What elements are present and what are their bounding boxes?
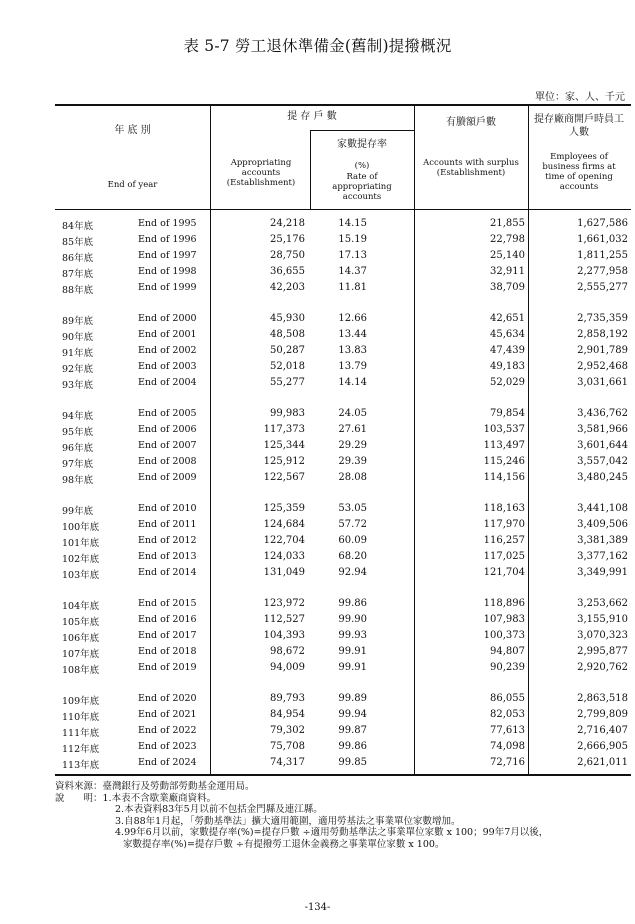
employees-header-zh: 提存廠商開戶時員工人數: [534, 114, 624, 138]
year-en-cell: End of 2016: [138, 613, 197, 625]
year-zh-cell: 94年底: [62, 411, 94, 422]
year-en-cell: End of 2013: [138, 550, 197, 562]
year-zh-cell: 90年底: [62, 331, 94, 343]
note-4-continued: 家數提存率(%)=提存戶數 ÷有提撥勞工退休金義務之事業單位家數 x 100。: [123, 838, 445, 850]
employees-cell: 2,621,011: [577, 756, 628, 768]
note-1: 說 明：1.本表不含歇業廠商資料。: [55, 792, 217, 804]
surplus-header-zh: 有賸額戶數: [446, 117, 496, 128]
table-top-rule: [55, 104, 631, 106]
year-en-cell: End of 2005: [138, 408, 197, 419]
rate-header-unit: (%): [354, 161, 370, 171]
employees-cell: 3,070,323: [577, 629, 628, 641]
surplus-cell: 25,140: [490, 249, 525, 261]
year-en-cell: End of 2009: [138, 471, 197, 483]
appropriating-cell: 42,203: [270, 281, 305, 293]
surplus-cell: 118,163: [483, 503, 525, 514]
rate-cell: 13.79: [338, 360, 367, 372]
surplus-cell: 52,029: [490, 376, 525, 388]
rate-cell: 99.94: [338, 708, 367, 720]
rate-cell: 27.61: [338, 423, 367, 435]
year-en-cell: End of 1996: [138, 233, 197, 245]
rate-cell: 14.37: [338, 265, 367, 277]
employees-cell: 2,666,905: [577, 740, 628, 752]
surplus-cell: 38,709: [490, 281, 525, 293]
employees-cell: 3,031,661: [577, 376, 628, 388]
appropriating-cell: 98,672: [270, 645, 305, 657]
year-en-cell: End of 1995: [138, 218, 197, 229]
employees-cell: 2,735,359: [577, 313, 628, 324]
appropriating-cell: 52,018: [270, 360, 305, 372]
surplus-cell: 117,970: [483, 518, 525, 530]
table-row: [0, 472, 635, 488]
rate-cell: 53.05: [338, 503, 367, 514]
surplus-cell: 32,911: [490, 265, 525, 277]
surplus-cell: 72,716: [490, 756, 525, 768]
surplus-cell: 49,183: [490, 360, 525, 372]
year-zh-cell: 110年底: [62, 711, 100, 723]
table-bottom-rule: [55, 774, 631, 776]
employees-cell: 3,381,389: [577, 534, 628, 546]
year-zh-cell: 103年底: [62, 569, 100, 581]
surplus-cell: 86,055: [490, 693, 525, 704]
surplus-cell: 22,798: [490, 233, 525, 245]
table-row: [0, 440, 635, 456]
rate-cell: 24.05: [338, 408, 367, 419]
notes: [55, 781, 548, 850]
year-en-cell: End of 2021: [138, 708, 197, 720]
table-row: [0, 313, 635, 329]
surplus-cell: 47,439: [490, 344, 525, 356]
surplus-cell: 117,025: [483, 550, 525, 562]
year-en-cell: End of 2003: [138, 360, 197, 372]
appropriating-cell: 122,567: [263, 471, 305, 483]
year-zh-cell: 87年底: [62, 268, 94, 280]
year-en-cell: End of 2018: [138, 645, 197, 657]
year-header-en: End of year: [107, 180, 158, 190]
year-zh-cell: 96年底: [62, 442, 94, 454]
employees-cell: 3,436,762: [577, 408, 628, 419]
employees-cell: 3,155,910: [577, 613, 628, 625]
rate-cell: 99.90: [338, 613, 367, 625]
year-en-cell: End of 1998: [138, 265, 197, 277]
employees-cell: 2,555,277: [577, 281, 628, 293]
table-row: [0, 519, 635, 535]
surplus-cell: 114,156: [483, 471, 525, 483]
employees-cell: 3,480,245: [577, 471, 628, 483]
year-en-cell: End of 2001: [138, 328, 197, 340]
table-row: [0, 408, 635, 424]
appropriating-cell: 99,983: [270, 408, 305, 419]
appropriating-cell: 36,655: [270, 265, 305, 277]
year-en-cell: End of 2011: [138, 518, 197, 530]
surplus-cell: 77,613: [490, 724, 525, 736]
rate-cell: 99.85: [338, 756, 367, 768]
year-zh-cell: 88年底: [62, 284, 94, 296]
surplus-cell: 115,246: [483, 455, 525, 467]
employees-cell: 3,253,662: [577, 598, 628, 609]
page-title: 表 5-7 勞工退休準備金(舊制)提撥概況: [183, 37, 452, 55]
rate-cell: 68.20: [338, 550, 367, 562]
surplus-cell: 21,855: [490, 218, 525, 229]
year-zh-cell: 100年底: [62, 521, 100, 533]
year-zh-cell: 95年底: [62, 426, 94, 438]
rate-cell: 99.86: [338, 740, 367, 752]
year-en-cell: End of 2015: [138, 598, 197, 609]
surplus-cell: 42,651: [490, 313, 525, 324]
year-en-cell: End of 1997: [138, 249, 197, 261]
year-zh-cell: 113年底: [62, 759, 100, 771]
table-row: [0, 535, 635, 551]
employees-cell: 2,920,762: [577, 661, 628, 673]
rate-cell: 15.19: [338, 233, 367, 245]
rate-cell: 99.91: [338, 645, 367, 657]
year-zh-cell: 92年底: [62, 363, 94, 375]
table-row: [0, 567, 635, 583]
surplus-cell: 118,896: [483, 598, 525, 609]
appropriating-cell: 125,344: [263, 439, 305, 451]
year-en-cell: End of 2006: [138, 423, 197, 435]
note-4: 4.99年6月以前，家數提存率(%)=提存戶數 ÷適用勞動基準法之事業單位家數 x 100；99年7月以後，: [115, 827, 549, 838]
table-row: [0, 757, 635, 773]
appropriating-cell: 112,527: [263, 613, 305, 625]
year-zh-cell: 109年底: [62, 696, 100, 707]
rate-cell: 99.86: [338, 598, 367, 609]
employees-cell: 2,901,789: [577, 344, 628, 356]
employees-cell: 3,601,644: [577, 439, 628, 451]
year-en-cell: End of 2023: [138, 740, 197, 752]
source-note: 資料來源：臺灣銀行及勞動部勞動基金運用局。: [55, 781, 255, 792]
table-row: [0, 266, 635, 282]
appropriating-cell: 94,009: [270, 661, 305, 673]
surplus-cell: 79,854: [490, 408, 525, 419]
year-zh-cell: 101年底: [62, 537, 100, 549]
year-en-cell: End of 2022: [138, 724, 197, 736]
table-row: [0, 741, 635, 757]
surplus-cell: 113,497: [483, 439, 525, 451]
table-row: [0, 282, 635, 298]
employees-cell: 3,441,108: [577, 503, 628, 514]
surplus-cell: 45,634: [490, 328, 525, 340]
rate-cell: 99.91: [338, 661, 367, 673]
appropriating-cell: 25,176: [270, 233, 305, 245]
rate-cell: 92.94: [338, 566, 367, 578]
appropriating-cell: 122,704: [263, 534, 305, 546]
year-en-cell: End of 2000: [138, 313, 197, 324]
year-zh-cell: 105年底: [62, 616, 100, 628]
year-zh-cell: 102年底: [62, 553, 100, 565]
rate-cell: 99.87: [338, 724, 367, 736]
employees-cell: 2,858,192: [577, 328, 628, 340]
table-row: [0, 250, 635, 266]
surplus-cell: 107,983: [483, 613, 525, 625]
employees-cell: 2,716,407: [577, 724, 628, 736]
year-zh-cell: 97年底: [62, 458, 94, 470]
rate-cell: 14.15: [338, 218, 367, 229]
appropriating-cell: 45,930: [270, 313, 305, 324]
year-zh-cell: 108年底: [62, 664, 100, 676]
year-en-cell: End of 2012: [138, 534, 197, 546]
surplus-cell: 121,704: [483, 566, 525, 578]
appropriating-cell: 131,049: [263, 566, 305, 578]
appropriating-header-en: Appropriating accounts (Establishment): [226, 158, 296, 188]
appropriating-cell: 124,033: [263, 550, 305, 562]
employees-cell: 3,377,162: [577, 550, 628, 562]
year-zh-cell: 91年底: [62, 347, 94, 359]
year-en-cell: End of 2004: [138, 376, 197, 388]
year-en-cell: End of 2014: [138, 566, 197, 578]
year-en-cell: End of 2020: [138, 693, 197, 704]
subheader-rule: [310, 130, 414, 131]
employees-cell: 2,952,468: [577, 360, 628, 372]
year-en-cell: End of 2008: [138, 455, 197, 467]
rate-cell: 17.13: [338, 249, 367, 261]
employees-header-en: Employees of business firms at time of opening accounts: [542, 152, 616, 192]
appropriating-cell: 123,972: [263, 598, 305, 609]
year-zh-cell: 99年底: [62, 506, 94, 517]
appropriating-cell: 125,359: [263, 503, 305, 514]
note-2: 2.本表資料83年5月以前不包括金門縣及連江縣。: [115, 804, 323, 815]
page-number: -134-: [304, 902, 331, 913]
table-row: [0, 709, 635, 725]
rate-cell: 29.29: [338, 439, 367, 451]
year-en-cell: End of 2019: [138, 661, 197, 673]
surplus-cell: 100,373: [483, 629, 525, 641]
appropriating-cell: 50,287: [270, 344, 305, 356]
note-3: 3.自88年1月起，「勞動基準法」擴大適用範圍，適用勞基法之事業單位家數增加。: [115, 815, 461, 827]
year-en-cell: End of 2024: [138, 756, 197, 768]
appropriating-cell: 124,684: [263, 518, 305, 530]
year-zh-cell: 98年底: [62, 474, 94, 486]
rate-cell: 14.14: [338, 376, 367, 388]
rate-header-zh: 家數提存率: [337, 139, 387, 150]
year-zh-cell: 86年底: [62, 252, 94, 264]
appropriating-cell: 84,954: [270, 708, 305, 720]
appropriating-header-zh: 提 存 戶 數: [287, 111, 337, 122]
appropriating-cell: 75,708: [270, 740, 305, 752]
employees-cell: 3,409,506: [577, 518, 628, 530]
surplus-cell: 82,053: [490, 708, 525, 720]
appropriating-cell: 117,373: [263, 423, 305, 435]
appropriating-cell: 104,393: [263, 629, 305, 641]
table-row: [0, 614, 635, 630]
employees-cell: 3,581,966: [577, 423, 628, 435]
employees-cell: 1,661,032: [577, 233, 628, 245]
surplus-cell: 90,239: [490, 661, 525, 673]
year-zh-cell: 112年底: [62, 743, 100, 755]
year-zh-cell: 104年底: [62, 601, 100, 612]
year-en-cell: End of 2002: [138, 344, 197, 356]
employees-cell: 1,811,255: [577, 249, 628, 261]
employees-cell: 2,277,958: [577, 265, 628, 277]
table-row: [0, 361, 635, 377]
surplus-cell: 116,257: [483, 534, 525, 546]
table-row: [0, 218, 635, 234]
table-header-rule: [55, 209, 631, 210]
appropriating-cell: 24,218: [270, 218, 305, 229]
rate-cell: 99.93: [338, 629, 367, 641]
table-row: [0, 234, 635, 250]
year-en-cell: End of 1999: [138, 281, 197, 293]
employees-cell: 3,557,042: [577, 455, 628, 467]
year-zh-cell: 89年底: [62, 316, 94, 327]
rate-cell: 29.39: [338, 455, 367, 467]
table-row: [0, 503, 635, 519]
table-row: [0, 551, 635, 567]
year-zh-cell: 84年底: [62, 221, 94, 232]
appropriating-cell: 48,508: [270, 328, 305, 340]
surplus-cell: 94,807: [490, 645, 525, 657]
rate-cell: 12.66: [338, 313, 367, 324]
employees-cell: 1,627,586: [577, 218, 628, 229]
rate-cell: 60.09: [338, 534, 367, 546]
surplus-header-en: Accounts with surplus (Establishment): [423, 158, 519, 178]
appropriating-cell: 55,277: [270, 376, 305, 388]
table-row: [0, 329, 635, 345]
table-row: [0, 646, 635, 662]
rate-cell: 11.81: [338, 281, 367, 293]
table-row: [0, 345, 635, 361]
year-zh-cell: 85年底: [62, 236, 94, 248]
appropriating-cell: 125,912: [263, 455, 305, 467]
year-en-cell: End of 2010: [138, 503, 197, 514]
table-row: [0, 456, 635, 472]
employees-cell: 2,995,877: [577, 645, 628, 657]
rate-cell: 99.89: [338, 693, 367, 704]
rate-cell: 57.72: [338, 518, 367, 530]
table-row: [0, 424, 635, 440]
table-row: [0, 662, 635, 678]
rate-cell: 13.83: [338, 344, 367, 356]
surplus-cell: 74,098: [490, 740, 525, 752]
rate-cell: 13.44: [338, 328, 367, 340]
year-en-cell: End of 2017: [138, 629, 197, 641]
surplus-cell: 103,537: [483, 423, 525, 435]
table-row: [0, 598, 635, 614]
unit-label: 單位：家、人、千元: [535, 92, 625, 103]
appropriating-cell: 89,793: [270, 693, 305, 704]
year-en-cell: End of 2007: [138, 439, 197, 451]
rate-cell: 28.08: [338, 471, 367, 483]
year-zh-cell: 106年底: [62, 632, 100, 644]
table-row: [0, 693, 635, 709]
employees-cell: 3,349,991: [577, 566, 628, 578]
rate-header-en: Rate of appropriating accounts: [332, 172, 392, 202]
year-zh-cell: 107年底: [62, 648, 100, 660]
table-row: [0, 377, 635, 393]
table-row: [0, 630, 635, 646]
year-zh-cell: 93年底: [62, 379, 94, 391]
employees-cell: 2,863,518: [577, 693, 628, 704]
year-header-zh: 年 底 別: [114, 125, 151, 136]
table-row: [0, 725, 635, 741]
appropriating-cell: 74,317: [270, 756, 305, 768]
appropriating-cell: 28,750: [270, 249, 305, 261]
year-zh-cell: 111年底: [62, 727, 100, 739]
appropriating-cell: 79,302: [270, 724, 305, 736]
employees-cell: 2,799,809: [577, 708, 628, 720]
